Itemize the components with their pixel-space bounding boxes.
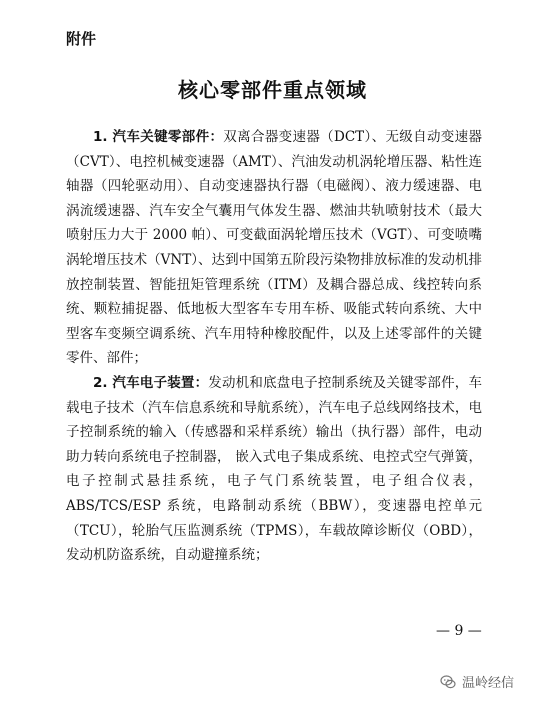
section-text-2: 发动机和底盘电子控制系统及关键零部件，车载电子技术（汽车信息系统和导航系统），汽车电子总线网络技术，电子控制系统的输入（传感器和采样系统）输出（执行器）部件，电动助力转向系统电子控制器， 嵌入式电子集成系统、电控式空气弹簧，电子控制式悬挂系统，电子气门系统装置，电子组合仪表，ABS/TCS/ESP 系统，电路制动系统（BBW），变速器电控单元（TCU），轮胎气压监测系统（TPMS），车载故障诊断仪（OBD），发动机防盗系统，自动避撞系统； <box>66 374 483 564</box>
watermark <box>440 672 514 691</box>
attachment-label: 附件 <box>66 30 97 48</box>
section-text-1: 双离合器变速器（DCT）、无级自动变速器（CVT）、电控机械变速器（AMT）、汽油发动机涡轮增压器、粘性连轴器（四轮驱动用）、自动变速器执行器（电磁阀）、液力缓速器、电涡流缓速器、汽车安全气囊用气体发生器、燃油共轨喷射技术（最大喷射压力大于 2000 帕）、可变截面涡轮增压技术（VGT）、可变喷嘴涡轮增压技术（VNT）、达到中国第五阶段污染物排放标准的发动机排放控制装置、智能扭矩管理系统（ITM）及耦合器总成、线控转向系统、颗粒捕捉器、低地板大型客车专用车桥、吸能式转向系统、大中型客车变频空调系统、汽车用特种橡胶配件，以及上述零部件的关键零件、部件； <box>66 129 482 367</box>
section-paragraph-2 <box>66 371 482 568</box>
section-paragraph-1 <box>66 125 482 371</box>
document-title: 核心零部件重点领域 <box>178 78 367 102</box>
wechat-bubble-icon <box>440 674 456 690</box>
document-body <box>66 125 482 568</box>
section-heading-2: 2. 汽车电子装置： <box>93 374 209 391</box>
page-number: — 9 — <box>436 623 482 639</box>
section-heading-1: 1. 汽车关键零部件： <box>93 129 224 145</box>
watermark-text: 温岭经信 <box>462 676 515 691</box>
